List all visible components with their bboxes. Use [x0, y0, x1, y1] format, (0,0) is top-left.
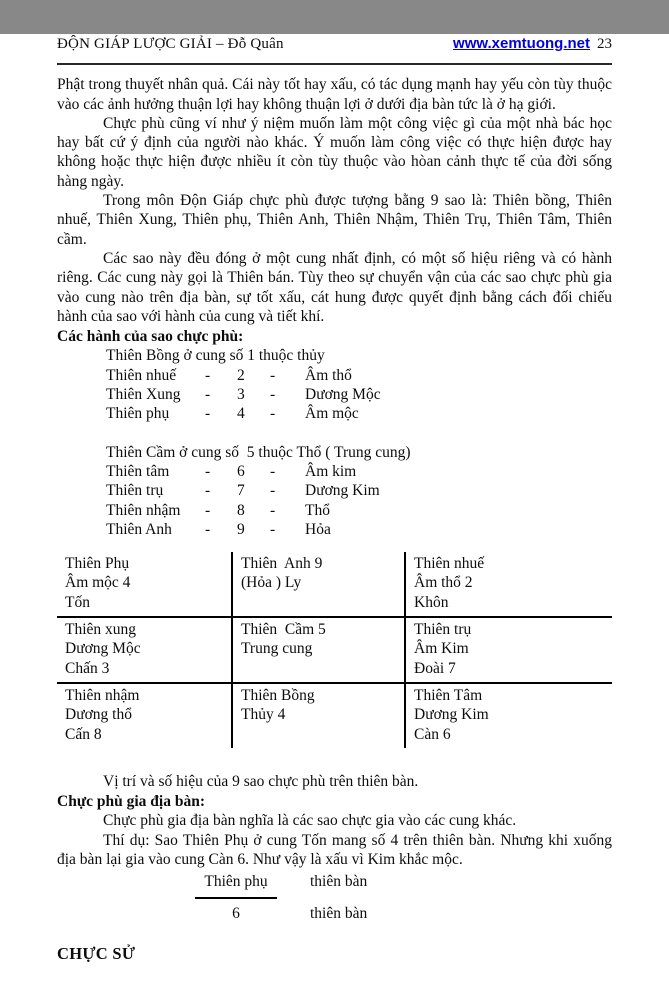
star-row	[57, 366, 612, 385]
table-cell-thuy: Thiên Bồng Thủy 4	[231, 684, 404, 748]
star-name: Thiên tâm	[106, 462, 170, 480]
star-row	[57, 481, 612, 500]
table-cell-can6: Thiên Tâm Dương Kim Càn 6	[404, 684, 612, 748]
paragraph-4: Các sao này đều đóng ở một cung nhất định, có một số hiệu riêng và có hành riêng. Các cung này gọi là Thiên bán. Tùy theo sự chuyển vận của các sao chực phù gia vào cung nào trên địa bàn, sự tốt xấu, cát hung được quyết định bằng cách đối chiếu hành của sao với hành của cung và tiết khí.	[57, 249, 612, 325]
table-row	[57, 618, 612, 684]
paragraph-5: Chực phù gia địa bàn nghĩa là các sao chực gia vào các cung khác.	[103, 812, 517, 830]
dash: -	[270, 482, 276, 500]
star-group1-intro: Thiên Bồng ở cung số 1 thuộc thủy	[106, 347, 325, 365]
section-heading-dia-ban: Chực phù gia địa bàn:	[57, 793, 205, 811]
paragraph-2: Chực phù cũng ví như ý niệm muốn làm một công việc gì của một nhà bác học hay bất cứ ý định của người nào khác. Ý muốn làm công việc có thực hiện được hay không hoặc thực hiện được nhiều ít còn tùy thuộc vào hòan cảnh thực tế của đời sống hàng ngày.	[57, 114, 612, 190]
star-name: Thiên trụ	[106, 482, 164, 500]
star-name: Thiên phụ	[106, 405, 170, 423]
document-page	[0, 34, 669, 981]
fraction-label-top: thiên bàn	[310, 873, 368, 891]
example-fraction	[195, 872, 612, 923]
website-link[interactable]: www.xemtuong.net	[453, 35, 590, 52]
dash: -	[270, 520, 276, 538]
star-number: 2	[237, 366, 245, 384]
star-number: 8	[237, 501, 245, 519]
star-number: 6	[237, 462, 245, 480]
star-row	[57, 404, 612, 423]
dash: -	[205, 462, 211, 480]
table-row	[57, 684, 612, 748]
paragraph-1: Phật trong thuyết nhân quả. Cái này tốt hay xấu, có tác dụng mạnh hay yếu còn tùy thuộc vào các ảnh hưởng thuận lợi hay không thuận lợi ở dưới địa bàn tức là ở hạ giới.	[57, 76, 612, 113]
section-heading-chuc-su: CHỰC SỬ	[57, 943, 136, 963]
dash: -	[270, 405, 276, 423]
paragraph-3: Trong môn Độn Giáp chực phù được tượng bằng 9 sao là: Thiên bồng, Thiên nhuế, Thiên Xung, Thiên phụ, Thiên Anh, Thiên Nhậm, Thiên Trụ, Thiên Tâm, Thiên cầm.	[57, 192, 612, 248]
star-element: Âm mộc	[305, 405, 359, 423]
dash: -	[205, 520, 211, 538]
star-number: 7	[237, 482, 245, 500]
dash: -	[205, 366, 211, 384]
dash: -	[205, 482, 211, 500]
fraction	[195, 872, 277, 923]
header-title: ĐỘN GIÁP LƯỢC GIẢI – Đỗ Quân	[57, 36, 284, 52]
fraction-label-bottom: thiên bàn	[310, 904, 368, 922]
fraction-labels	[310, 872, 367, 923]
star-element: Thổ	[305, 501, 330, 519]
star-element: Âm thổ	[305, 366, 352, 384]
star-row	[57, 501, 612, 520]
dash: -	[205, 501, 211, 519]
nine-palace-table	[57, 552, 612, 748]
star-number: 3	[237, 386, 245, 404]
table-row	[57, 552, 612, 618]
star-number: 4	[237, 405, 245, 423]
star-element: Dương Mộc	[305, 386, 381, 404]
page-number: 23	[597, 36, 612, 52]
star-element: Âm kim	[305, 462, 357, 480]
header-right	[453, 34, 612, 54]
table-cell-khon: Thiên nhuế Âm thổ 2 Khôn	[404, 552, 612, 616]
star-group2-intro: Thiên Cầm ở cung số 5 thuộc Thổ ( Trung cung)	[106, 443, 411, 461]
section-heading-star-elements: Các hành của sao chực phù:	[57, 328, 244, 346]
table-cell-ton: Thiên Phụ Âm mộc 4 Tốn	[65, 555, 131, 611]
table-cell-doai: Thiên trụ Âm Kim Đoài 7	[404, 618, 612, 682]
star-number: 9	[237, 520, 245, 538]
dash: -	[270, 501, 276, 519]
page-header	[57, 34, 612, 65]
table-caption: Vị trí và số hiệu của 9 sao chực phù trên thiên bàn.	[103, 772, 419, 790]
dash: -	[205, 386, 211, 404]
dash: -	[270, 366, 276, 384]
star-row	[57, 520, 612, 539]
fraction-numerator: Thiên phụ	[195, 872, 277, 898]
fraction-denominator: 6	[232, 904, 240, 922]
dash: -	[270, 462, 276, 480]
star-row	[57, 462, 612, 481]
dash: -	[270, 386, 276, 404]
table-cell-trung-cung: Thiên Cầm 5 Trung cung	[231, 618, 404, 682]
star-row	[57, 385, 612, 404]
star-name: Thiên nhuế	[106, 366, 177, 384]
star-name: Thiên nhậm	[106, 501, 181, 519]
table-cell-ly: Thiên Anh 9 (Hỏa ) Ly	[231, 552, 404, 616]
dash: -	[205, 405, 211, 423]
star-name: Thiên Xung	[106, 386, 181, 404]
star-element: Hỏa	[305, 520, 331, 538]
star-name: Thiên Anh	[106, 520, 172, 538]
paragraph-6: Thí dụ: Sao Thiên Phụ ở cung Tốn mang số 4 trên thiên bàn. Nhưng khi xuống địa bàn lại gia vào cung Càn 6. Như vậy là xấu vì Kim khắc mộc.	[57, 831, 612, 868]
table-cell-chan: Thiên xung Dương Mộc Chấn 3	[65, 621, 141, 677]
table-cell-can8: Thiên nhậm Dương thổ Cấn 8	[65, 686, 140, 743]
star-element: Dương Kim	[305, 482, 380, 500]
